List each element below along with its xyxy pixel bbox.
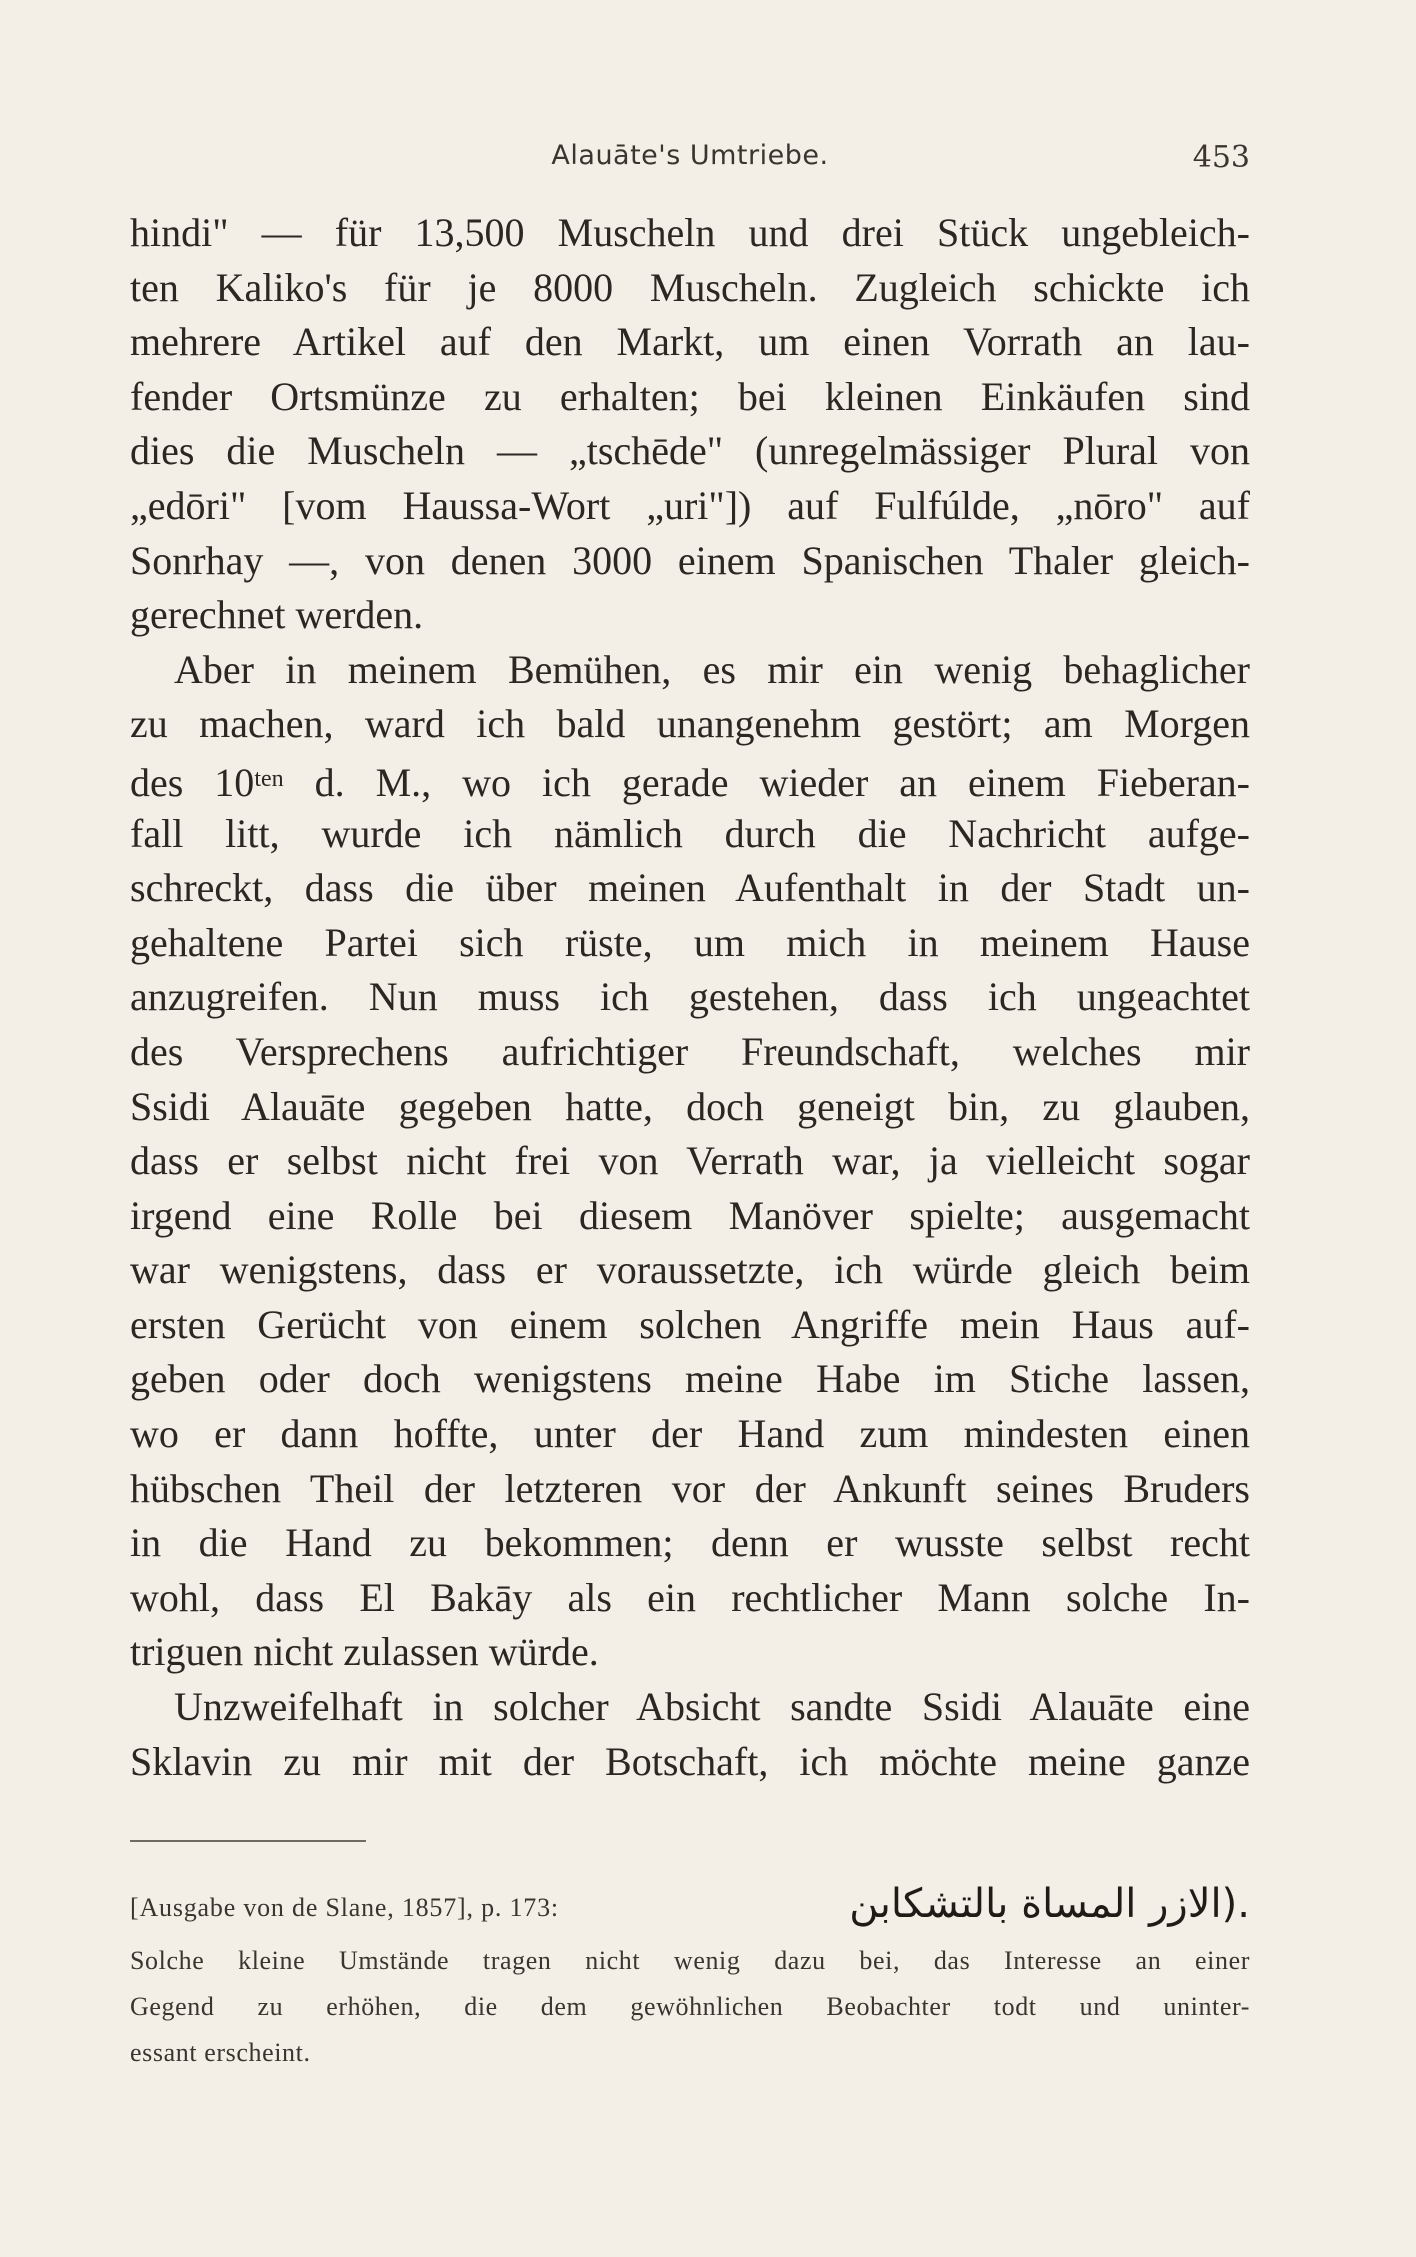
- text-line: hübschen Theil der letzteren vor der Ankunft seines Bruders: [130, 1465, 1250, 1511]
- text-line: Aber in meinem Bemühen, es mir ein wenig behaglicher: [174, 646, 1250, 692]
- text-line: Unzweifelhaft in solcher Absicht sandte Ssidi Alauāte eine: [174, 1684, 1250, 1730]
- superscript: ten: [254, 765, 284, 792]
- text-line: irgend eine Rolle bei diesem Manöver spielte; ausgemacht: [130, 1192, 1250, 1238]
- footnote-citation-line: [130, 1878, 1250, 1938]
- text-line: Sklavin zu mir mit der Botschaft, ich möchte meine ganze: [130, 1738, 1250, 1784]
- text-line: gerechnet werden.: [130, 592, 424, 638]
- text-line: des Versprechens aufrichtiger Freundschaft, welches mir: [130, 1028, 1250, 1074]
- text-line: in die Hand zu bekommen; denn er wusste selbst recht: [130, 1520, 1250, 1566]
- text-line: mehrere Artikel auf den Markt, um einen Vorrath an lau-: [130, 319, 1250, 365]
- text-line: schreckt, dass die über meinen Aufenthalt in der Stadt un-: [130, 865, 1250, 911]
- footnote-rule: [130, 1840, 366, 1842]
- text-line: „edōri" [vom Haussa-Wort „uri"]) auf Fulfúlde, „nōro" auf: [130, 482, 1250, 528]
- arabic-title: ﺍﻻﺯﺭ ﺍﻟﻤﺴﺎﺓ ﺑﺎﻟﺘﺸﻜﺎﺑﻦ).: [849, 1881, 1250, 1927]
- text-line: dass er selbst nicht frei von Verrath war, ja vielleicht sogar: [130, 1138, 1250, 1184]
- footnote-citation: [Ausgabe von de Slane, 1857], p. 173:: [130, 1893, 559, 1922]
- text-line: gehaltene Partei sich rüste, um mich in meinem Hause: [130, 919, 1250, 965]
- text-line: ten Kaliko's für je 8000 Muscheln. Zugleich schickte ich: [130, 264, 1250, 310]
- running-title: Alauāte's Umtriebe.: [551, 140, 829, 171]
- text-line: geben oder doch wenigstens meine Habe im Stiche lassen,: [130, 1356, 1250, 1402]
- footnote-line: Solche kleine Umstände tragen nicht wenig dazu bei, das Interesse an einer: [130, 1946, 1250, 1975]
- text-line: ersten Gerücht von einem solchen Angriffe mein Haus auf-: [130, 1301, 1250, 1347]
- text-line: fender Ortsmünze zu erhalten; bei kleinen Einkäufen sind: [130, 373, 1250, 419]
- text-line: wohl, dass El Bakāy als ein rechtlicher Mann solche In-: [130, 1574, 1250, 1620]
- text-fragment: des 10: [130, 759, 255, 805]
- footnote-line: essant erscheint.: [130, 2038, 311, 2067]
- body-text: [130, 206, 1250, 1789]
- text-line: wo er dann hoffte, unter der Hand zum mindesten einen: [130, 1411, 1250, 1457]
- text-line: Sonrhay —, von denen 3000 einem Spanischen Thaler gleich-: [130, 537, 1250, 583]
- text-line: dies die Muscheln — „tschēde" (unregelmässiger Plural von: [130, 428, 1250, 474]
- text-line: war wenigstens, dass er voraussetzte, ich würde gleich beim: [130, 1247, 1250, 1293]
- footnote-line: Gegend zu erhöhen, die dem gewöhnlichen Beobachter todt und uninter-: [130, 1992, 1250, 2021]
- text-line: hindi" — für 13,500 Muscheln und drei Stück ungebleich-: [130, 210, 1250, 255]
- running-head: [130, 140, 1250, 180]
- text-line: Ssidi Alauāte gegeben hatte, doch geneigt bin, zu glauben,: [130, 1083, 1250, 1129]
- footnotes: [130, 1878, 1250, 2076]
- text-line: triguen nicht zulassen würde.: [130, 1629, 599, 1675]
- text-line: zu machen, ward ich bald unangenehm gestört; am Morgen: [130, 701, 1250, 747]
- text-line: anzugreifen. Nun muss ich gestehen, dass ich ungeachtet: [130, 974, 1250, 1020]
- page-number: 453: [1192, 140, 1250, 175]
- text-line-with-superscript: [130, 752, 1250, 807]
- text-fragment: d. M., wo ich gerade wieder an einem Fieberan-: [283, 759, 1250, 805]
- text-line: fall litt, wurde ich nämlich durch die Nachricht aufge-: [130, 810, 1250, 856]
